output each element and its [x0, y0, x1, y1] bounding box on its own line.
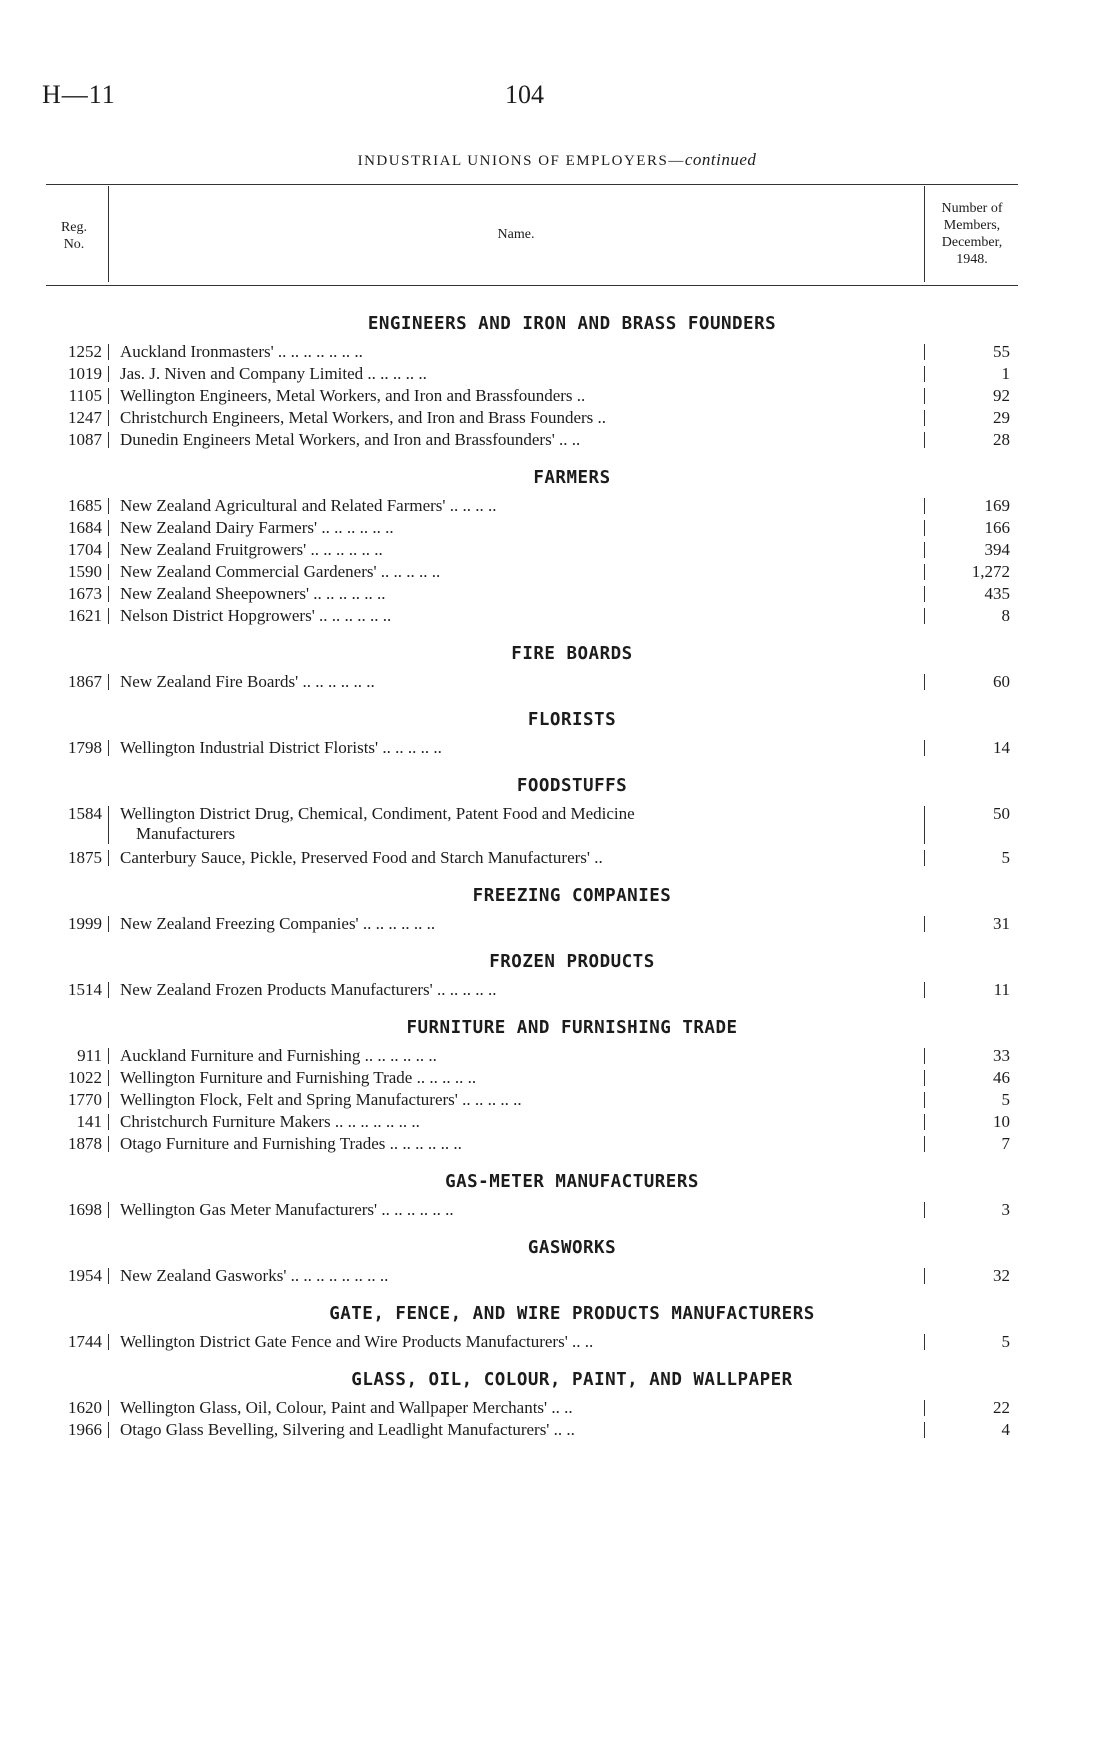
column-rule-left [108, 1268, 109, 1284]
reg-number: 1875 [68, 848, 102, 867]
section-heading: FLORISTS [527, 710, 617, 730]
member-count: 5 [1001, 848, 1010, 867]
table-row [0, 341, 1114, 363]
reg-number: 1744 [68, 1332, 102, 1351]
member-count: 50 [993, 804, 1010, 823]
union-name [120, 1045, 920, 1067]
col-header-members [926, 200, 1018, 268]
member-count: 22 [993, 1398, 1010, 1417]
union-name-text: Auckland Furniture and Furnishing .. .. .. .. .. .. [120, 1046, 437, 1065]
column-rule-left [108, 498, 109, 514]
column-rule-right [924, 344, 925, 360]
column-rule-left [108, 740, 109, 756]
reg-number: 1798 [68, 738, 102, 757]
column-rule-right [924, 916, 925, 932]
column-rule-left [108, 982, 109, 998]
table-row [0, 495, 1114, 517]
union-name [120, 1133, 920, 1155]
union-name-text: Wellington Glass, Oil, Colour, Paint and Wallpaper Merchants' .. .. [120, 1398, 573, 1417]
union-name-text: New Zealand Fire Boards' .. .. .. .. .. .. [120, 672, 375, 691]
table-row [0, 1265, 1114, 1287]
union-name-text: New Zealand Sheepowners' .. .. .. .. .. .. [120, 584, 386, 603]
section-heading: GATE, FENCE, AND WIRE PRODUCTS MANUFACTURERS [329, 1304, 815, 1324]
column-rule-left [108, 520, 109, 536]
column-rule-right [924, 1268, 925, 1284]
column-rule-right [924, 1136, 925, 1152]
column-rule-left [108, 850, 109, 866]
union-name-text: New Zealand Commercial Gardeners' .. .. .. .. .. [120, 562, 441, 581]
column-rule-right [924, 1334, 925, 1350]
reg-number: 1514 [68, 980, 102, 999]
column-rule-left [108, 542, 109, 558]
union-name-text: Dunedin Engineers Metal Workers, and Iron and Brassfounders' .. .. [120, 430, 581, 449]
union-name [120, 1331, 920, 1353]
member-count: 1 [1001, 364, 1010, 383]
reg-number: 141 [76, 1112, 102, 1131]
col-header-members-line3: December, [941, 235, 1003, 250]
column-rule-left [108, 1136, 109, 1152]
column-rule-right [924, 982, 925, 998]
page-title-continued: continued [684, 150, 757, 169]
union-name [120, 539, 920, 561]
union-name-text: Christchurch Furniture Makers .. .. .. .. .. .. .. [120, 1112, 420, 1131]
reg-number: 1698 [68, 1200, 102, 1219]
member-count: 8 [1001, 606, 1010, 625]
page-number: 104 [505, 80, 544, 109]
union-name-text: Wellington Flock, Felt and Spring Manufacturers' .. .. .. .. .. [120, 1090, 522, 1109]
union-name [120, 495, 920, 517]
table-row [0, 429, 1114, 451]
column-rule-left [108, 1202, 109, 1218]
column-rule-right [924, 586, 925, 602]
col-header-members-line1: Number of [941, 201, 1003, 216]
col-header-reg [46, 219, 102, 253]
column-rule-right [924, 1422, 925, 1438]
column-rule-left [108, 1048, 109, 1064]
union-name-text: New Zealand Gasworks' .. .. .. .. .. .. .. .. [120, 1266, 389, 1285]
member-count: 394 [984, 540, 1010, 559]
col-header-members-line2: Members, [943, 218, 1001, 233]
table-row [0, 605, 1114, 627]
member-count: 33 [993, 1046, 1010, 1065]
column-rule-right [924, 388, 925, 404]
reg-number: 1684 [68, 518, 102, 537]
reg-number: 1966 [68, 1420, 102, 1439]
union-name [120, 1199, 920, 1221]
union-name-text: Jas. J. Niven and Company Limited .. .. .. .. .. [120, 364, 427, 383]
column-rule-right [924, 1092, 925, 1108]
table-row [0, 539, 1114, 561]
table-row [0, 847, 1114, 869]
section-heading: FOODSTUFFS [516, 776, 628, 796]
union-name-text: Canterbury Sauce, Pickle, Preserved Food and Starch Manufacturers' .. [120, 848, 603, 867]
column-rule-left [108, 916, 109, 932]
column-rule-left [108, 366, 109, 382]
column-rule-left [108, 1070, 109, 1086]
table-row [0, 913, 1114, 935]
column-rule-right [924, 410, 925, 426]
column-rule-right [924, 1114, 925, 1130]
reg-number: 1590 [68, 562, 102, 581]
member-count: 60 [993, 672, 1010, 691]
column-rule-left [108, 1092, 109, 1108]
table-row [0, 1199, 1114, 1221]
column-rule-right [924, 1070, 925, 1086]
table-row [0, 737, 1114, 759]
union-name-text: New Zealand Agricultural and Related Farmers' .. .. .. .. [120, 496, 497, 515]
member-count: 92 [993, 386, 1010, 405]
union-name [120, 847, 920, 869]
member-count: 28 [993, 430, 1010, 449]
column-rule-right [924, 1048, 925, 1064]
union-name-text: New Zealand Freezing Companies' .. .. .. .. .. .. [120, 914, 436, 933]
union-name [120, 1419, 920, 1441]
column-rule-right [924, 850, 925, 866]
page-title-main: INDUSTRIAL UNIONS OF EMPLOYERS— [357, 153, 685, 169]
union-name [120, 1265, 920, 1287]
member-count: 3 [1001, 1200, 1010, 1219]
union-name-text: Wellington District Gate Fence and Wire Products Manufacturers' .. .. [120, 1332, 594, 1351]
reg-number: 1019 [68, 364, 102, 383]
union-name-text: Auckland Ironmasters' .. .. .. .. .. .. .. [120, 342, 363, 361]
union-name-text: New Zealand Fruitgrowers' .. .. .. .. .. .. [120, 540, 383, 559]
table-row [0, 979, 1114, 1001]
reg-number: 1704 [68, 540, 102, 559]
table-row [0, 671, 1114, 693]
column-rule-right [924, 1202, 925, 1218]
col-header-reg-line2: No. [63, 237, 85, 252]
column-rule-left [108, 432, 109, 448]
section-heading: FIRE BOARDS [511, 644, 633, 664]
reg-number: 1620 [68, 1398, 102, 1417]
union-name [120, 671, 920, 693]
column-rule-right [924, 1400, 925, 1416]
table-row [0, 1419, 1114, 1441]
union-name-continuation: Manufacturers [136, 824, 236, 843]
member-count: 435 [984, 584, 1010, 603]
column-rule-right [924, 564, 925, 580]
col-header-name: Name. [497, 227, 535, 242]
table-row [0, 407, 1114, 429]
table-row [0, 1067, 1114, 1089]
column-rule-right [924, 498, 925, 514]
union-name [120, 1067, 920, 1089]
union-name [120, 583, 920, 605]
section-heading: GASWORKS [527, 1238, 617, 1258]
reg-number: 1954 [68, 1266, 102, 1285]
union-name-text: New Zealand Frozen Products Manufacturers' .. .. .. .. .. [120, 980, 497, 999]
column-rule-right [924, 432, 925, 448]
union-name [120, 517, 920, 539]
member-count: 169 [984, 496, 1010, 515]
column-rule-left [108, 1400, 109, 1416]
table-row [0, 1089, 1114, 1111]
union-name [120, 363, 920, 385]
column-rule-left [108, 1422, 109, 1438]
section-code: H—11 [42, 80, 116, 109]
union-name [120, 804, 920, 844]
union-name-text: Wellington Furniture and Furnishing Trade .. .. .. .. .. [120, 1068, 477, 1087]
header-divider-left [108, 186, 109, 282]
reg-number: 1999 [68, 914, 102, 933]
column-rule-left [108, 806, 109, 844]
union-name-text: Wellington Engineers, Metal Workers, and Iron and Brassfounders .. [120, 386, 586, 405]
table-row [0, 1045, 1114, 1067]
column-rule-left [108, 1114, 109, 1130]
member-count: 55 [993, 342, 1010, 361]
union-name-text: Wellington Gas Meter Manufacturers' .. .. .. .. .. .. [120, 1200, 454, 1219]
member-count: 4 [1001, 1420, 1010, 1439]
reg-number: 1584 [68, 804, 102, 823]
column-rule-right [924, 674, 925, 690]
table-row [0, 1397, 1114, 1419]
reg-number: 1252 [68, 342, 102, 361]
reg-number: 1247 [68, 408, 102, 427]
union-name-text: New Zealand Dairy Farmers' .. .. .. .. .. .. [120, 518, 394, 537]
reg-number: 1087 [68, 430, 102, 449]
union-name-text: Christchurch Engineers, Metal Workers, and Iron and Brass Founders .. [120, 408, 607, 427]
union-name-text: Otago Furniture and Furnishing Trades .. .. .. .. .. .. [120, 1134, 462, 1153]
member-count: 1,272 [971, 562, 1010, 581]
union-name [120, 737, 920, 759]
table-row [0, 1111, 1114, 1133]
member-count: 5 [1001, 1332, 1010, 1351]
section-heading: GLASS, OIL, COLOUR, PAINT, AND WALLPAPER [351, 1370, 793, 1390]
union-name [120, 913, 920, 935]
header-divider-right [924, 186, 925, 282]
member-count: 166 [984, 518, 1010, 537]
member-count: 7 [1001, 1134, 1010, 1153]
union-name [120, 341, 920, 363]
section-heading: ENGINEERS AND IRON AND BRASS FOUNDERS [367, 314, 777, 334]
reg-number: 1878 [68, 1134, 102, 1153]
column-rule-right [924, 740, 925, 756]
column-rule-left [108, 388, 109, 404]
member-count: 29 [993, 408, 1010, 427]
table-header-rule [46, 285, 1018, 286]
table-row [0, 1331, 1114, 1353]
table-row [0, 803, 1114, 847]
reg-number: 1621 [68, 606, 102, 625]
section-heading: FARMERS [533, 468, 611, 488]
column-rule-right [924, 542, 925, 558]
column-rule-right [924, 608, 925, 624]
union-name [120, 385, 920, 407]
union-name-text: Wellington District Drug, Chemical, Condiment, Patent Food and Medicine [120, 804, 635, 823]
col-header-members-line4: 1948. [956, 252, 988, 267]
member-count: 32 [993, 1266, 1010, 1285]
reg-number: 1022 [68, 1068, 102, 1087]
member-count: 46 [993, 1068, 1010, 1087]
column-rule-right [924, 366, 925, 382]
section-heading: GAS-METER MANUFACTURERS [445, 1172, 699, 1192]
column-rule-left [108, 674, 109, 690]
column-rule-right [924, 806, 925, 844]
reg-number: 911 [77, 1046, 102, 1065]
table-body [0, 313, 1114, 1441]
column-rule-left [108, 410, 109, 426]
table-row [0, 561, 1114, 583]
member-count: 14 [993, 738, 1010, 757]
member-count: 5 [1001, 1090, 1010, 1109]
table-row [0, 1133, 1114, 1155]
union-name [120, 407, 920, 429]
union-name [120, 1397, 920, 1419]
union-name [120, 1111, 920, 1133]
reg-number: 1105 [68, 386, 102, 405]
union-name-text: Nelson District Hopgrowers' .. .. .. .. .. .. [120, 606, 392, 625]
table-row [0, 517, 1114, 539]
section-heading: FURNITURE AND FURNISHING TRADE [406, 1018, 738, 1038]
union-name-text: Otago Glass Bevelling, Silvering and Leadlight Manufacturers' .. .. [120, 1420, 575, 1439]
column-rule-right [924, 520, 925, 536]
member-count: 11 [993, 980, 1010, 999]
reg-number: 1673 [68, 584, 102, 603]
col-header-reg-line1: Reg. [60, 220, 88, 235]
reg-number: 1867 [68, 672, 102, 691]
union-name [120, 561, 920, 583]
section-heading: FREEZING COMPANIES [472, 886, 672, 906]
table-row [0, 385, 1114, 407]
reg-number: 1685 [68, 496, 102, 515]
member-count: 31 [993, 914, 1010, 933]
column-rule-left [108, 586, 109, 602]
column-rule-left [108, 608, 109, 624]
reg-number: 1770 [68, 1090, 102, 1109]
section-heading: FROZEN PRODUCTS [489, 952, 655, 972]
table-row [0, 363, 1114, 385]
union-name [120, 429, 920, 451]
member-count: 10 [993, 1112, 1010, 1131]
union-name [120, 979, 920, 1001]
union-name-text: Wellington Industrial District Florists' .. .. .. .. .. [120, 738, 442, 757]
table-row [0, 583, 1114, 605]
union-name [120, 1089, 920, 1111]
page-title [0, 150, 1114, 170]
column-rule-left [108, 564, 109, 580]
table-top-rule [46, 184, 1018, 185]
column-rule-left [108, 1334, 109, 1350]
union-name [120, 605, 920, 627]
column-rule-left [108, 344, 109, 360]
